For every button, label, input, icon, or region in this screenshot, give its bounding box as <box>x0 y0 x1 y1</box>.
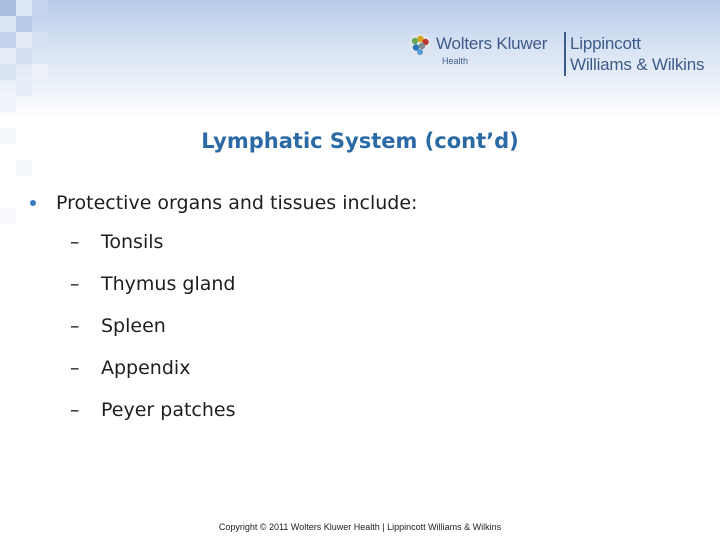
imprint-line-2: Williams & Wilkins <box>570 55 705 74</box>
publisher-subtitle: Health <box>442 56 469 66</box>
dash-marker: – <box>70 357 80 379</box>
main-bullet-text: Protective organs and tissues include: <box>56 192 418 214</box>
slide-title: Lymphatic System (cont’d) <box>201 129 519 153</box>
sub-bullet-text: Tonsils <box>101 231 164 253</box>
imprint-line-1: Lippincott <box>570 34 641 53</box>
copyright-footer: Copyright © 2011 Wolters Kluwer Health | Lippincott Williams & Wilkins <box>218 522 502 532</box>
publisher-name: Wolters Kluwer <box>436 34 548 53</box>
sub-bullet-text: Peyer patches <box>101 399 236 421</box>
dash-marker: – <box>70 273 80 295</box>
dash-marker: – <box>70 315 80 337</box>
sub-bullet-text: Thymus gland <box>101 273 236 295</box>
logo-divider <box>564 32 566 76</box>
sub-bullet-text: Spleen <box>101 315 166 337</box>
sub-bullet-text: Appendix <box>101 357 191 379</box>
publisher-logo <box>408 30 718 80</box>
dash-marker: – <box>70 399 80 421</box>
bullet-dot-icon <box>30 200 36 206</box>
wolters-kluwer-logo-icon <box>408 33 432 57</box>
decorative-checker-pattern <box>0 0 60 540</box>
dash-marker: – <box>70 231 80 253</box>
